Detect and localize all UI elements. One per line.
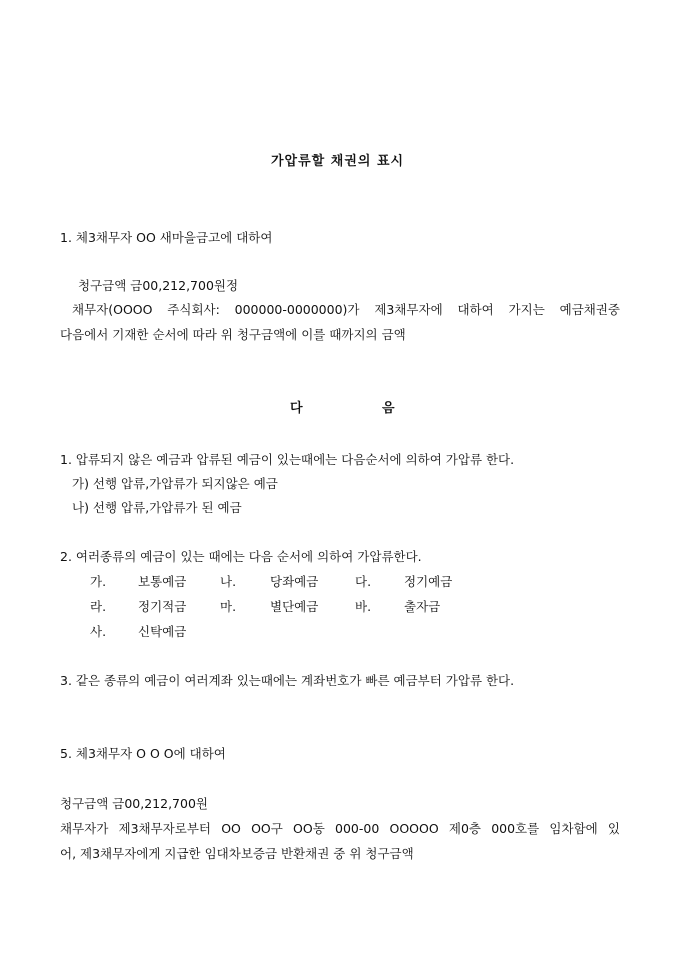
section1-heading: 1. 체3채무자 OO 새마을금고에 대하여 bbox=[60, 230, 273, 245]
section5-claim: 청구금액 금00,212,700원 bbox=[60, 796, 208, 811]
section1-desc-line1: 채무자(OOOO 주식회사: 000000-0000000)가 제3채무자에 대하여 가지는 예금채권중 bbox=[72, 302, 620, 317]
section5-desc-line1: 채무자가 제3채무자로부터 OO OO구 OO동 000-00 OOOOO 제0층 000호를 임차함에 있 bbox=[60, 821, 620, 836]
deposit-marker: 가. bbox=[90, 574, 107, 589]
item1-sub-a: 가) 선행 압류,가압류가 되지않은 예금 bbox=[72, 476, 278, 491]
heading-eum: 음 bbox=[382, 401, 395, 416]
deposit-marker: 다. bbox=[355, 574, 372, 589]
deposit-type: 출자금 bbox=[404, 599, 441, 614]
deposit-marker: 나. bbox=[220, 574, 237, 589]
deposit-type: 정기적금 bbox=[138, 599, 187, 614]
page-title: 가압류할 채권의 표시 bbox=[271, 154, 405, 169]
deposit-marker: 라. bbox=[90, 599, 107, 614]
item2-text: 2. 여러종류의 예금이 있는 때에는 다음 순서에 의하여 가압류한다. bbox=[60, 549, 422, 564]
item1-text: 1. 압류되지 않은 예금과 압류된 예금이 있는때에는 다음순서에 의하여 가압류 한다. bbox=[60, 452, 515, 467]
item1-sub-b: 나) 선행 압류,가압류가 된 예금 bbox=[72, 500, 242, 515]
section1-claim: 청구금액 금00,212,700원정 bbox=[78, 278, 239, 293]
deposit-type: 정기예금 bbox=[404, 574, 453, 589]
section5-heading: 5. 체3채무자 O O O에 대하여 bbox=[60, 746, 226, 761]
deposit-marker: 마. bbox=[220, 599, 237, 614]
deposit-type: 보통예금 bbox=[138, 574, 187, 589]
deposit-marker: 사. bbox=[90, 624, 107, 639]
section1-desc-line2: 다음에서 기재한 순서에 따라 위 청구금액에 이를 때까지의 금액 bbox=[60, 327, 406, 342]
heading-da: 다 bbox=[290, 401, 303, 416]
deposit-marker: 바. bbox=[355, 599, 372, 614]
deposit-type: 신탁예금 bbox=[138, 624, 187, 639]
section5-desc-line2: 어, 제3채무자에게 지급한 임대차보증금 반환채권 중 위 청구금액 bbox=[60, 846, 414, 861]
item3-text: 3. 같은 종류의 예금이 여러계좌 있는때에는 계좌번호가 빠른 예금부터 가압류 한다. bbox=[60, 673, 515, 688]
deposit-type: 별단예금 bbox=[270, 599, 319, 614]
deposit-type: 당좌예금 bbox=[270, 574, 319, 589]
